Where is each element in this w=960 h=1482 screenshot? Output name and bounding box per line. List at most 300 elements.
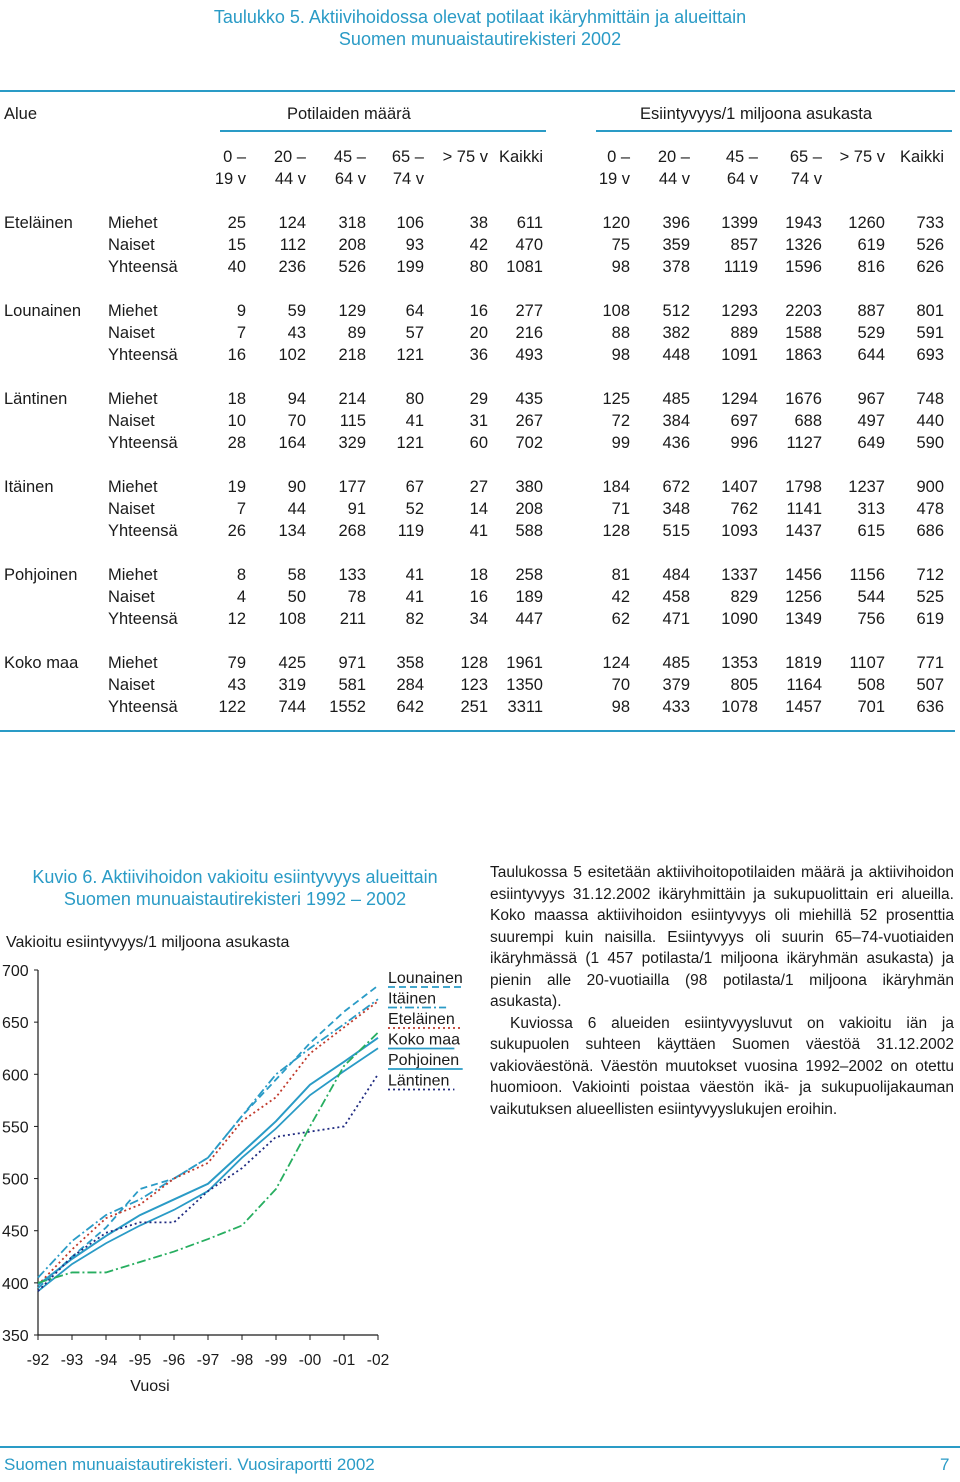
row-label: Miehet bbox=[108, 478, 158, 496]
count-cell: 50 bbox=[287, 588, 306, 606]
prevalence-cell: 1119 bbox=[723, 258, 758, 276]
count-cell: 44 bbox=[287, 500, 306, 518]
row-label: Yhteensä bbox=[108, 698, 178, 716]
count-cell: 318 bbox=[338, 214, 366, 232]
prevalence-cell: 1456 bbox=[785, 566, 822, 584]
count-cell: 134 bbox=[278, 522, 306, 540]
prevalence-cell: 688 bbox=[794, 412, 822, 430]
prevalence-cell: 508 bbox=[857, 676, 885, 694]
count-cell: 79 bbox=[227, 654, 246, 672]
prevalence-cell: 626 bbox=[916, 258, 944, 276]
count-cell: 16 bbox=[469, 302, 488, 320]
count-cell: 8 bbox=[236, 566, 246, 584]
legend-label: Itäinen bbox=[388, 990, 437, 1008]
count-cell: 27 bbox=[469, 478, 488, 496]
count-cell: 31 bbox=[469, 412, 488, 430]
count-cell: 91 bbox=[347, 500, 366, 518]
region-name: Läntinen bbox=[4, 390, 68, 408]
figure-title-line1: Kuvio 6. Aktiivihoidon vakioitu esiintyvyys alueittain bbox=[32, 867, 438, 887]
prevalence-cell: 71 bbox=[611, 500, 630, 518]
area-header: Alue bbox=[4, 105, 38, 123]
prevalence-cell: 1156 bbox=[849, 566, 885, 584]
y-axis-label: Vakioitu esiintyvyys/1 miljoona asukasta bbox=[6, 934, 290, 951]
count-age-header: 65 – bbox=[391, 148, 424, 166]
count-cell: 26 bbox=[227, 522, 246, 540]
count-cell: 208 bbox=[515, 500, 543, 518]
region-name: Koko maa bbox=[4, 654, 79, 672]
prevalence-cell: 771 bbox=[916, 654, 944, 672]
prevalence-cell: 1127 bbox=[786, 434, 822, 452]
prevalence-cell: 124 bbox=[602, 654, 630, 672]
count-age-header: 20 – bbox=[273, 148, 306, 166]
count-cell: 216 bbox=[515, 324, 543, 342]
figure-title-line2: Suomen munuaistautirekisteri 1992 – 2002 bbox=[63, 889, 407, 909]
body-paragraph-1: Taulukossa 5 esitetään aktiivihoitopotilaiden määrä ja aktiivihoidon esiintyvyys 31.12.2002 ikäryhmittäin ja sukupuolittain eri alueilla. Koko maassa aktiivihoidon esiintyvyys oli miehillä 52 prosenttia suurempi kuin naisilla. Esiintyvyys oli suurin 65–74-vuotiaiden ikäryhmässä (1 457 potilasta/1 miljoona ikäryhmän asukasta) ja pienin alle 20-vuotiailla (98 potilasta/1 miljoona ikäryhmän asukasta). bbox=[490, 864, 954, 1010]
prevalence-cell: 98 bbox=[611, 698, 630, 716]
count-cell: 380 bbox=[515, 478, 543, 496]
count-cell: 4 bbox=[236, 588, 246, 606]
y-tick-label: 700 bbox=[2, 963, 29, 980]
count-cell: 89 bbox=[347, 324, 366, 342]
series-line-kokomaa bbox=[38, 1038, 378, 1285]
x-tick-label: -01 bbox=[332, 1352, 356, 1369]
count-cell: 277 bbox=[515, 302, 543, 320]
count-cell: 19 bbox=[227, 478, 246, 496]
count-cell: 319 bbox=[278, 676, 306, 694]
prevalence-age-header: 20 – bbox=[657, 148, 690, 166]
count-cell: 64 bbox=[405, 302, 424, 320]
count-cell: 106 bbox=[396, 214, 424, 232]
prevalence-age-header: 0 – bbox=[607, 148, 630, 166]
prevalence-cell: 1141 bbox=[786, 500, 822, 518]
prevalence-cell: 526 bbox=[916, 236, 944, 254]
count-cell: 1552 bbox=[329, 698, 366, 716]
prevalence-cell: 108 bbox=[602, 302, 630, 320]
prevalence-cell: 1078 bbox=[721, 698, 758, 716]
prevalence-cell: 1399 bbox=[721, 214, 758, 232]
prevalence-cell: 1353 bbox=[721, 654, 758, 672]
prevalence-cell: 98 bbox=[611, 346, 630, 364]
prevalence-cell: 686 bbox=[916, 522, 944, 540]
page-number: 7 bbox=[940, 1455, 950, 1474]
prevalence-cell: 478 bbox=[916, 500, 944, 518]
prevalence-cell: 701 bbox=[857, 698, 885, 716]
count-cell: 58 bbox=[287, 566, 306, 584]
y-tick-label: 350 bbox=[2, 1328, 29, 1345]
prevalence-cell: 1164 bbox=[786, 676, 822, 694]
table-top-rule bbox=[0, 90, 955, 92]
prevalence-cell: 996 bbox=[730, 434, 758, 452]
count-cell: 16 bbox=[227, 346, 246, 364]
prevalence-cell: 733 bbox=[916, 214, 944, 232]
prevalence-cell: 1294 bbox=[721, 390, 758, 408]
prevalence-cell: 1256 bbox=[785, 588, 822, 606]
count-cell: 38 bbox=[469, 214, 488, 232]
prevalence-age-header: 65 – bbox=[789, 148, 822, 166]
count-cell: 1350 bbox=[506, 676, 543, 694]
count-cell: 121 bbox=[396, 346, 424, 364]
count-cell: 43 bbox=[287, 324, 306, 342]
x-axis-label: Vuosi bbox=[130, 1378, 170, 1395]
count-cell: 971 bbox=[338, 654, 366, 672]
count-cell: 744 bbox=[278, 698, 306, 716]
count-cell: 41 bbox=[405, 566, 424, 584]
prevalence-age-header: > 75 v bbox=[839, 148, 885, 166]
count-age-header: 74 v bbox=[392, 170, 424, 188]
prevalence-cell: 1437 bbox=[785, 522, 822, 540]
count-cell: 67 bbox=[405, 478, 424, 496]
count-cell: 9 bbox=[236, 302, 246, 320]
prevalence-cell: 471 bbox=[662, 610, 690, 628]
prevalence-cell: 1093 bbox=[721, 522, 758, 540]
count-cell: 43 bbox=[227, 676, 246, 694]
count-cell: 119 bbox=[397, 522, 424, 540]
series-line-pohjoinen bbox=[38, 1048, 378, 1291]
prevalence-cell: 829 bbox=[730, 588, 758, 606]
prevalence-cell: 75 bbox=[611, 236, 630, 254]
count-cell: 425 bbox=[278, 654, 306, 672]
x-tick-label: -95 bbox=[128, 1352, 152, 1369]
prevalence-cell: 672 bbox=[662, 478, 690, 496]
prevalence-cell: 448 bbox=[662, 346, 690, 364]
count-cell: 329 bbox=[338, 434, 366, 452]
prevalence-cell: 1237 bbox=[848, 478, 885, 496]
legend-label: Lounainen bbox=[388, 970, 463, 987]
count-cell: 40 bbox=[227, 258, 246, 276]
count-cell: 258 bbox=[515, 566, 543, 584]
prevalence-cell: 636 bbox=[916, 698, 944, 716]
count-cell: 20 bbox=[469, 324, 488, 342]
count-cell: 133 bbox=[338, 566, 366, 584]
count-cell: 94 bbox=[287, 390, 306, 408]
count-cell: 251 bbox=[460, 698, 488, 716]
prevalence-cell: 379 bbox=[662, 676, 690, 694]
count-cell: 70 bbox=[287, 412, 306, 430]
count-cell: 214 bbox=[338, 390, 366, 408]
count-cell: 1081 bbox=[506, 258, 543, 276]
prevalence-cell: 649 bbox=[857, 434, 885, 452]
prevalence-line-chart bbox=[0, 925, 480, 1400]
count-age-header: 0 – bbox=[223, 148, 246, 166]
count-cell: 611 bbox=[516, 214, 543, 232]
row-label: Naiset bbox=[108, 588, 155, 606]
count-cell: 102 bbox=[278, 346, 306, 364]
count-cell: 7 bbox=[236, 500, 246, 518]
prevalence-age-header: Kaikki bbox=[899, 148, 944, 166]
count-cell: 1961 bbox=[506, 654, 543, 672]
prevalence-cell: 1091 bbox=[721, 346, 758, 364]
prevalence-cell: 378 bbox=[662, 258, 690, 276]
count-cell: 41 bbox=[405, 588, 424, 606]
count-cell: 112 bbox=[279, 236, 306, 254]
prevalence-cell: 1326 bbox=[785, 236, 822, 254]
prevalence-cell: 42 bbox=[611, 588, 630, 606]
count-age-header: Kaikki bbox=[498, 148, 543, 166]
prevalence-cell: 693 bbox=[916, 346, 944, 364]
prevalence-cell: 458 bbox=[662, 588, 690, 606]
prevalence-age-header: 74 v bbox=[790, 170, 822, 188]
prevalence-cell: 644 bbox=[857, 346, 885, 364]
count-cell: 642 bbox=[396, 698, 424, 716]
footer-rule bbox=[0, 1446, 960, 1448]
prevalence-cell: 62 bbox=[611, 610, 630, 628]
count-cell: 164 bbox=[278, 434, 306, 452]
prevalence-cell: 1943 bbox=[785, 214, 822, 232]
count-age-header: > 75 v bbox=[442, 148, 488, 166]
count-cell: 122 bbox=[218, 698, 246, 716]
count-cell: 7 bbox=[236, 324, 246, 342]
prevalence-cell: 1260 bbox=[848, 214, 885, 232]
prevalence-cell: 359 bbox=[662, 236, 690, 254]
y-tick-label: 650 bbox=[2, 1015, 29, 1033]
x-tick-label: -96 bbox=[162, 1352, 186, 1369]
prevalence-cell: 529 bbox=[857, 324, 885, 342]
prevalence-cell: 1676 bbox=[785, 390, 822, 408]
prevalence-age-header: 64 v bbox=[726, 170, 758, 188]
y-tick-label: 550 bbox=[2, 1119, 29, 1137]
prevalence-cell: 900 bbox=[916, 478, 944, 496]
count-cell: 493 bbox=[515, 346, 543, 364]
prevalence-cell: 507 bbox=[916, 676, 944, 694]
prevalence-cell: 70 bbox=[611, 676, 630, 694]
body-paragraph-2: Kuviossa 6 alueiden esiintyvyysluvut on vakioitu iän ja sukupuolen suhteen käyttäen Suomen väestöä 31.12.2002 vakioväestönä. Väestön muutokset vuosina 1992–2002 on otettu huomioon. Vakiointi poistaa väestön ikä- ja sukupuolijakauman vaikutuksen alueellisten esiintyvyyslukujen eroihin. bbox=[490, 1014, 954, 1118]
series-line-lounainen bbox=[38, 986, 378, 1288]
prevalence-cell: 1293 bbox=[721, 302, 758, 320]
count-cell: 80 bbox=[405, 390, 424, 408]
count-cell: 59 bbox=[287, 302, 306, 320]
prevalence-cell: 857 bbox=[730, 236, 758, 254]
prevalence-cell: 515 bbox=[662, 522, 690, 540]
y-tick-label: 450 bbox=[2, 1223, 29, 1241]
prevalence-cell: 590 bbox=[916, 434, 944, 452]
series-line-itinen bbox=[38, 999, 378, 1277]
count-cell: 208 bbox=[338, 236, 366, 254]
x-tick-label: -94 bbox=[94, 1352, 118, 1369]
count-cell: 28 bbox=[227, 434, 246, 452]
prevalence-cell: 887 bbox=[857, 302, 885, 320]
prevalence-cell: 72 bbox=[611, 412, 630, 430]
prevalence-cell: 1819 bbox=[785, 654, 822, 672]
prevalence-group-header: Esiintyvyys/1 miljoona asukasta bbox=[640, 105, 873, 123]
count-cell: 268 bbox=[338, 522, 366, 540]
count-cell: 34 bbox=[469, 610, 488, 628]
count-cell: 82 bbox=[405, 610, 424, 628]
row-label: Miehet bbox=[108, 214, 158, 232]
prevalence-cell: 615 bbox=[857, 522, 885, 540]
count-age-header: 44 v bbox=[274, 170, 306, 188]
row-label: Yhteensä bbox=[108, 258, 178, 276]
x-tick-label: -93 bbox=[60, 1352, 84, 1369]
row-label: Naiset bbox=[108, 676, 155, 694]
prevalence-cell: 1457 bbox=[785, 698, 822, 716]
row-label: Miehet bbox=[108, 390, 158, 408]
row-label: Miehet bbox=[108, 654, 158, 672]
prevalence-cell: 99 bbox=[611, 434, 630, 452]
count-cell: 199 bbox=[396, 258, 424, 276]
count-cell: 177 bbox=[338, 478, 366, 496]
row-label: Miehet bbox=[108, 566, 158, 584]
x-tick-label: -02 bbox=[366, 1352, 390, 1369]
legend-label: Läntinen bbox=[388, 1072, 450, 1090]
row-label: Yhteensä bbox=[108, 610, 178, 628]
prevalence-cell: 619 bbox=[857, 236, 885, 254]
counts-group-rule bbox=[220, 130, 546, 132]
count-cell: 29 bbox=[469, 390, 488, 408]
prevalence-cell: 396 bbox=[662, 214, 690, 232]
prevalence-cell: 697 bbox=[730, 412, 758, 430]
count-cell: 284 bbox=[396, 676, 424, 694]
count-cell: 588 bbox=[515, 522, 543, 540]
count-cell: 3311 bbox=[507, 698, 543, 716]
count-cell: 80 bbox=[469, 258, 488, 276]
prevalence-cell: 762 bbox=[730, 500, 758, 518]
row-label: Yhteensä bbox=[108, 522, 178, 540]
footer-source: Suomen munuaistautirekisteri. Vuosiraportti 2002 bbox=[4, 1455, 375, 1474]
legend-label: Pohjoinen bbox=[388, 1052, 460, 1069]
region-name: Pohjoinen bbox=[4, 566, 78, 584]
count-age-header: 45 – bbox=[333, 148, 366, 166]
x-tick-label: -00 bbox=[298, 1352, 322, 1369]
count-cell: 108 bbox=[278, 610, 306, 628]
count-cell: 121 bbox=[396, 434, 424, 452]
count-cell: 93 bbox=[405, 236, 424, 254]
row-label: Miehet bbox=[108, 302, 158, 320]
y-tick-label: 400 bbox=[2, 1275, 29, 1293]
row-label: Yhteensä bbox=[108, 346, 178, 364]
legend-label: Koko maa bbox=[388, 1031, 461, 1049]
count-cell: 435 bbox=[515, 390, 543, 408]
prevalence-cell: 805 bbox=[730, 676, 758, 694]
x-tick-label: -99 bbox=[264, 1352, 288, 1369]
prevalence-age-header: 44 v bbox=[658, 170, 690, 188]
prevalence-cell: 1596 bbox=[785, 258, 822, 276]
prevalence-cell: 348 bbox=[662, 500, 690, 518]
prevalence-cell: 484 bbox=[662, 566, 690, 584]
figure-title bbox=[0, 866, 470, 910]
count-cell: 123 bbox=[460, 676, 488, 694]
prevalence-cell: 748 bbox=[916, 390, 944, 408]
prevalence-cell: 1107 bbox=[849, 654, 885, 672]
prevalence-cell: 756 bbox=[857, 610, 885, 628]
prevalence-cell: 1798 bbox=[785, 478, 822, 496]
prevalence-cell: 544 bbox=[857, 588, 885, 606]
region-name: Lounainen bbox=[4, 302, 82, 320]
prevalence-cell: 1090 bbox=[721, 610, 758, 628]
prevalence-cell: 1407 bbox=[721, 478, 758, 496]
count-cell: 18 bbox=[227, 390, 246, 408]
prevalence-cell: 128 bbox=[602, 522, 630, 540]
body-text bbox=[490, 862, 954, 1120]
prevalence-cell: 382 bbox=[662, 324, 690, 342]
prevalence-cell: 120 bbox=[602, 214, 630, 232]
prevalence-cell: 512 bbox=[662, 302, 690, 320]
prevalence-age-header: 19 v bbox=[598, 170, 630, 188]
count-cell: 78 bbox=[347, 588, 366, 606]
prevalence-cell: 497 bbox=[857, 412, 885, 430]
prevalence-cell: 967 bbox=[857, 390, 885, 408]
count-cell: 12 bbox=[227, 610, 246, 628]
counts-group-header: Potilaiden määrä bbox=[287, 105, 411, 123]
x-tick-label: -97 bbox=[196, 1352, 220, 1369]
x-tick-label: -92 bbox=[26, 1352, 50, 1369]
count-cell: 15 bbox=[227, 236, 246, 254]
count-age-header: 19 v bbox=[214, 170, 246, 188]
count-cell: 358 bbox=[396, 654, 424, 672]
count-cell: 218 bbox=[338, 346, 366, 364]
prevalence-cell: 313 bbox=[857, 500, 885, 518]
prevalence-cell: 2203 bbox=[785, 302, 822, 320]
prevalence-cell: 88 bbox=[611, 324, 630, 342]
table-title-line1: Taulukko 5. Aktiivihoidossa olevat potilaat ikäryhmittäin ja alueittain bbox=[213, 7, 747, 27]
count-cell: 52 bbox=[405, 500, 424, 518]
count-cell: 10 bbox=[227, 412, 246, 430]
row-label: Naiset bbox=[108, 500, 155, 518]
count-cell: 41 bbox=[469, 522, 488, 540]
prevalence-cell: 619 bbox=[916, 610, 944, 628]
count-cell: 115 bbox=[339, 412, 366, 430]
count-cell: 16 bbox=[469, 588, 488, 606]
prevalence-cell: 1588 bbox=[785, 324, 822, 342]
count-cell: 267 bbox=[515, 412, 543, 430]
prevalence-cell: 440 bbox=[916, 412, 944, 430]
count-cell: 18 bbox=[469, 566, 488, 584]
count-cell: 211 bbox=[339, 610, 366, 628]
prevalence-cell: 81 bbox=[611, 566, 630, 584]
prevalence-cell: 889 bbox=[730, 324, 758, 342]
row-label: Naiset bbox=[108, 324, 155, 342]
count-age-header: 64 v bbox=[334, 170, 366, 188]
count-cell: 581 bbox=[338, 676, 366, 694]
x-tick-label: -98 bbox=[230, 1352, 254, 1369]
prevalence-cell: 384 bbox=[662, 412, 690, 430]
count-cell: 470 bbox=[515, 236, 543, 254]
count-cell: 14 bbox=[469, 500, 488, 518]
prevalence-age-header: 45 – bbox=[725, 148, 758, 166]
table-title-line2: Suomen munuaistautirekisteri 2002 bbox=[338, 29, 622, 49]
table-bottom-rule bbox=[0, 730, 955, 732]
prevalence-cell: 98 bbox=[611, 258, 630, 276]
count-cell: 41 bbox=[405, 412, 424, 430]
prevalence-cell: 816 bbox=[857, 258, 885, 276]
count-cell: 447 bbox=[515, 610, 543, 628]
row-label: Naiset bbox=[108, 236, 155, 254]
table-title bbox=[0, 6, 960, 50]
count-cell: 129 bbox=[338, 302, 366, 320]
count-cell: 128 bbox=[460, 654, 488, 672]
count-cell: 36 bbox=[469, 346, 488, 364]
row-label: Yhteensä bbox=[108, 434, 178, 452]
count-cell: 236 bbox=[278, 258, 306, 276]
count-cell: 702 bbox=[515, 434, 543, 452]
row-label: Naiset bbox=[108, 412, 155, 430]
prevalence-cell: 1337 bbox=[721, 566, 758, 584]
prevalence-cell: 591 bbox=[916, 324, 944, 342]
count-cell: 57 bbox=[405, 324, 424, 342]
prevalence-cell: 801 bbox=[916, 302, 944, 320]
count-cell: 42 bbox=[469, 236, 488, 254]
prevalence-cell: 525 bbox=[916, 588, 944, 606]
count-cell: 124 bbox=[278, 214, 306, 232]
legend-label: Eteläinen bbox=[388, 1011, 455, 1028]
count-cell: 526 bbox=[338, 258, 366, 276]
count-cell: 90 bbox=[287, 478, 306, 496]
y-tick-label: 600 bbox=[2, 1067, 29, 1085]
region-name: Itäinen bbox=[4, 478, 54, 496]
prevalence-cell: 436 bbox=[662, 434, 690, 452]
prevalence-cell: 712 bbox=[916, 566, 944, 584]
prevalence-cell: 125 bbox=[602, 390, 630, 408]
prevalence-cell: 485 bbox=[662, 390, 690, 408]
